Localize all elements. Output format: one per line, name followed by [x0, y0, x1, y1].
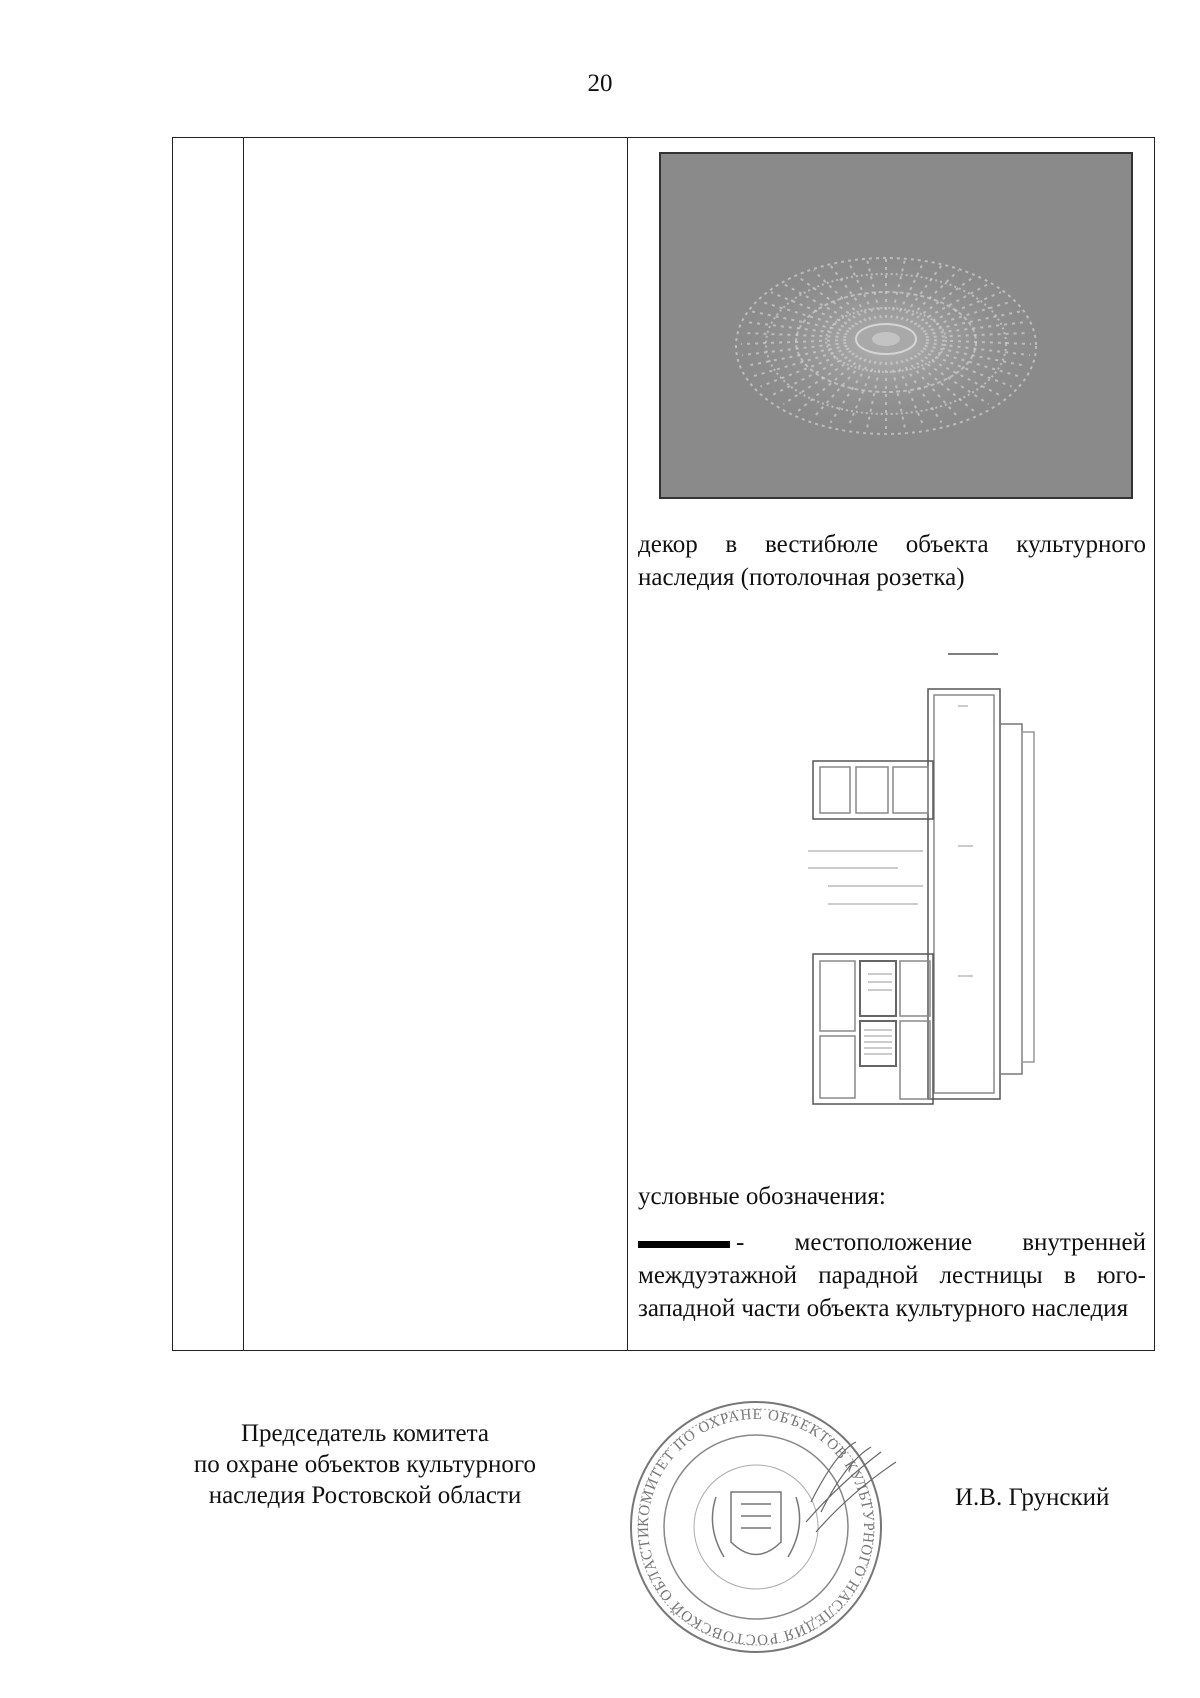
table-cell-illustrations: [628, 138, 1155, 1351]
svg-text:КОМИТЕТ ПО ОХРАНЕ ОБЪЕКТОВ КУЛ: [636, 1407, 876, 1647]
signatory-title-line: по охране объектов культурного: [193, 1451, 537, 1478]
signatory-title-line: Председатель комитета: [241, 1420, 489, 1447]
table-row: [173, 138, 1155, 1351]
illustrations-container: [628, 138, 1154, 1350]
signatory-title-line: наследия Ростовской области: [208, 1482, 522, 1509]
page-number: 20: [587, 70, 613, 97]
floor-plan-image: [798, 636, 1088, 1141]
ceiling-rosette-image: [661, 154, 1131, 497]
document-table: [172, 137, 1155, 1351]
legend-line-marker: [638, 1241, 730, 1248]
floor-plan-drawing: [798, 636, 1088, 1141]
seal-text: КОМИТЕТ ПО ОХРАНЕ ОБЪЕКТОВ КУЛЬТУРНОГО НАСЛЕДИЯ РОСТОВСКОЙ ОБЛАСТИ: [635, 1406, 877, 1648]
ceiling-rosette-photo: [659, 152, 1133, 499]
table-cell-number: [173, 138, 244, 1351]
signatory-name: И.В. Грунский: [955, 1484, 1110, 1511]
table-cell-description: [244, 138, 628, 1351]
photo-caption: декор в вестибюле объекта культурного наследия (потолочная розетка): [638, 531, 1146, 591]
signatory-title: [170, 1418, 560, 1511]
seal-image: [606, 1392, 906, 1662]
legend-item: [638, 1226, 1146, 1325]
legend-item-text: - местоположение внутренней междуэтажной парадной лестницы в юго-западной части объекта культурного наследия: [638, 1229, 1146, 1322]
legend-title: условные обозначения:: [638, 1183, 886, 1210]
official-seal: [606, 1392, 906, 1662]
